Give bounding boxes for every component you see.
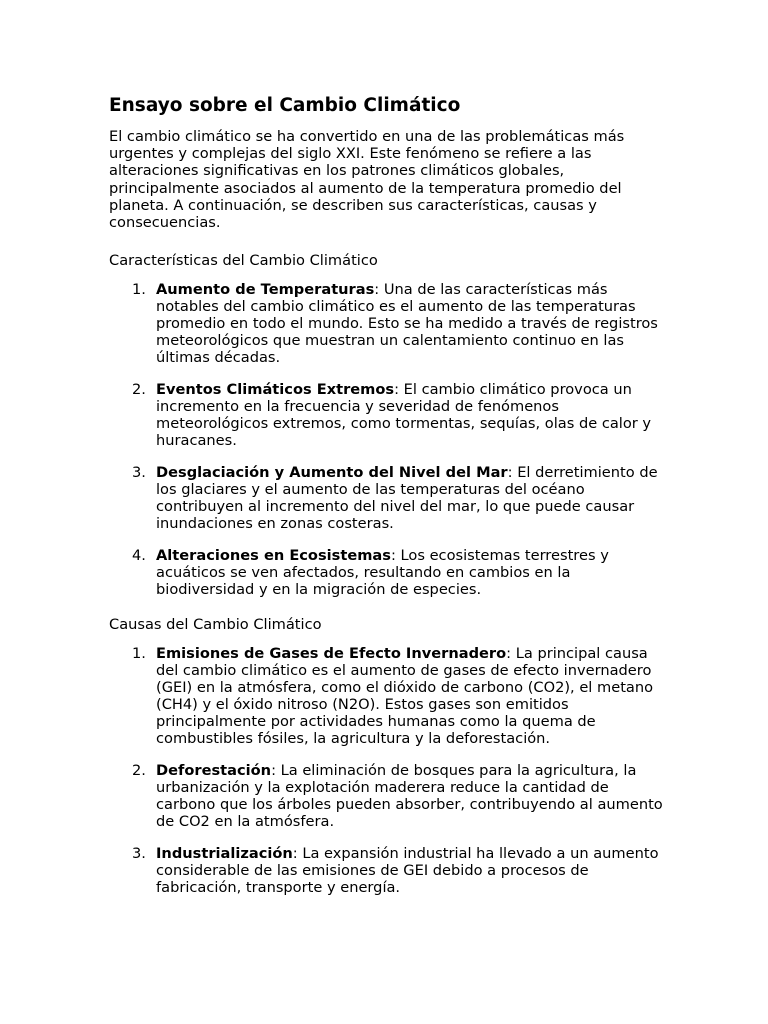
list-item-term: Aumento de Temperaturas	[156, 281, 375, 299]
section-heading: Características del Cambio Climático	[109, 252, 378, 270]
list-item-number: 1.	[132, 645, 146, 663]
list-item-term: Industrialización	[156, 845, 293, 863]
list-item-text: : La eliminación de bosques para la agricultura, la urbanización y la explotación maderera reduce la cantidad de carbono que los árboles pueden absorber, contribuyendo al aumento de CO2 en la atmósfera.	[156, 762, 663, 831]
list-item-number: 3.	[132, 845, 146, 863]
list-item-term: Desglaciación y Aumento del Nivel del Mar	[156, 464, 508, 482]
intro-paragraph: El cambio climático se ha convertido en una de las problemáticas más urgentes y complejas del siglo XXI. Este fenómeno se refiere a las alteraciones significativas en los patrones climáticos globales, principalmente asociados al aumento de la temperatura promedio del planeta. A continuación, se describen sus características, causas y consecuencias.	[109, 128, 625, 232]
list-item-text: : La expansión industrial ha llevado a un aumento considerable de las emisiones de GEI debido a procesos de fabricación, transporte y energía.	[156, 845, 659, 897]
list-item-term: Eventos Climáticos Extremos	[156, 381, 395, 399]
list-item-term: Alteraciones en Ecosistemas	[156, 547, 391, 565]
list-item-number: 2.	[132, 381, 146, 399]
list-item	[109, 762, 669, 830]
list-item-text: : Los ecosistemas terrestres y acuáticos se ven afectados, resultando en cambios en la biodiversidad y en la migración de especies.	[156, 547, 609, 599]
section-characteristics	[109, 252, 669, 598]
section-causes	[109, 616, 669, 896]
list-item-number: 4.	[132, 547, 146, 565]
document-title: Ensayo sobre el Cambio Climático	[109, 95, 461, 116]
list-item-term: Deforestación	[156, 762, 272, 780]
list-item-number: 2.	[132, 762, 146, 780]
list-item	[109, 464, 669, 532]
list-item-number: 3.	[132, 464, 146, 482]
list-item-number: 1.	[132, 281, 146, 299]
numbered-list	[109, 281, 669, 598]
list-item-text: : El cambio climático provoca un incremento en la frecuencia y severidad de fenómenos meteorológicos extremos, como tormentas, sequías, olas de calor y huracanes.	[156, 381, 652, 450]
list-item-text: : Una de las características más notables del cambio climático es el aumento de las temperaturas promedio en todo el mundo. Esto se ha medido a través de registros meteorológicos que muestran un calentamiento continuo en las últimas décadas.	[156, 281, 658, 367]
list-item-text: : El derretimiento de los glaciares y el aumento de las temperaturas del océano contribuyen al incremento del nivel del mar, lo que puede causar inundaciones en zonas costeras.	[156, 464, 658, 533]
list-item-text: : La principal causa del cambio climático es el aumento de gases de efecto invernadero (GEI) en la atmósfera, como el dióxido de carbono (CO2), el metano (CH4) y el óxido nitroso (N2O). Estos gases son emitidos principalmente por actividades humanas como la quema de combustibles fósiles, la agricultura y la deforestación.	[156, 645, 654, 748]
list-item-term: Emisiones de Gases de Efecto Invernadero	[156, 645, 507, 663]
list-item	[109, 381, 669, 449]
document-page	[109, 94, 669, 914]
list-item	[109, 281, 669, 366]
list-item	[109, 645, 669, 747]
list-item	[109, 547, 669, 598]
list-item	[109, 845, 669, 896]
section-heading: Causas del Cambio Climático	[109, 616, 322, 634]
numbered-list	[109, 645, 669, 896]
